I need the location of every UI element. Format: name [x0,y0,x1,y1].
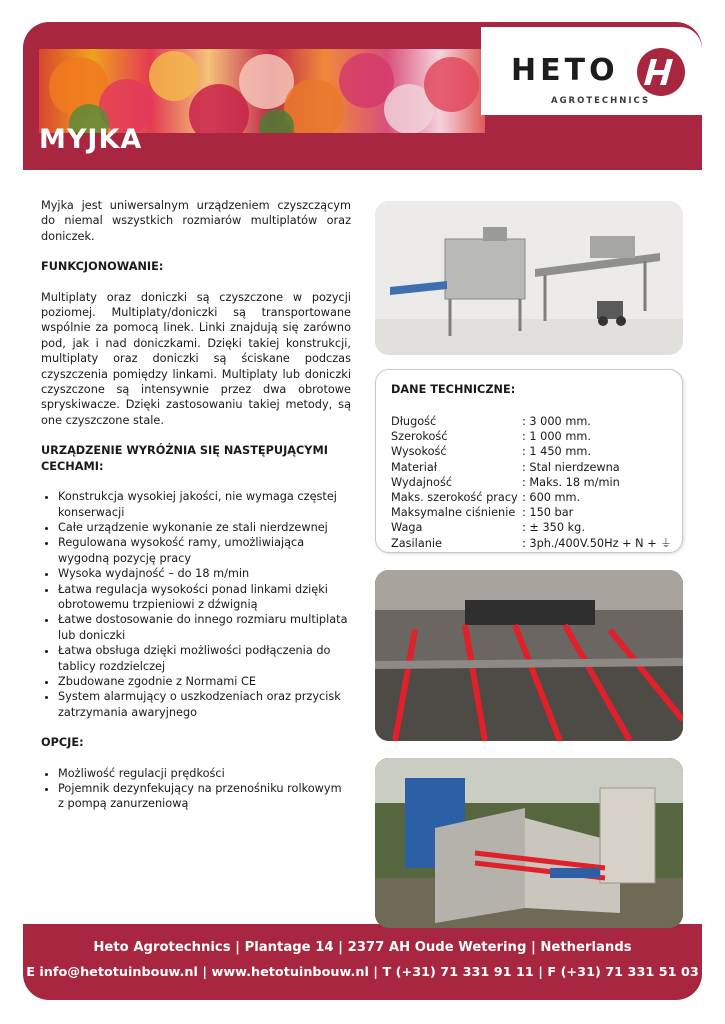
spec-value: : Stal nierdzewna [522,460,620,474]
spec-value: : 1 000 mm. [522,430,591,444]
list-item: • System alarmujący o uszkodzeniach oraz przycisk zatrzymania awaryjnego [58,689,351,720]
list-item: • Wysoka wydajność – do 18 m/min [58,566,351,581]
table-row [391,475,672,490]
spec-label: Zasilanie [391,536,442,550]
table-row [391,505,672,520]
options-list [41,766,351,812]
brand-tagline: AGROTECHNICS [551,96,651,106]
heto-logo-icon [636,47,686,97]
features-heading: URZĄDZENIE WYRÓŻNIA SIĘ NASTĘPUJĄCYMI CECHAMI: [41,444,328,473]
machine-illustration [375,201,683,355]
list-item: • Pojemnik dezynfekujący na przenośniku rolkowym z pompą zanurzeniową [58,781,351,812]
spec-label: Maksymalne ciśnienie [391,506,516,520]
conveyor-illustration [375,570,683,741]
spec-value: : 600 mm. [522,491,581,505]
specs-heading: DANE TECHNICZNE: [391,383,516,396]
list-item: • Zbudowane zgodnie z Normami CE [58,674,351,689]
flowers-banner-image [39,49,485,133]
features-list [41,489,351,720]
technical-data-panel [375,369,683,553]
table-row [391,490,672,505]
spec-value: : 150 bar [522,506,574,520]
logo-area [481,27,702,115]
list-item: • Konstrukcja wysokiej jakości, nie wymaga częstej konserwacji [58,489,351,520]
table-row [391,414,672,429]
footer-address: Heto Agrotechnics | Plantage 14 | 2377 AH Oude Wetering | Netherlands [93,940,632,955]
list-item: • Możliwość regulacji prędkości [58,766,351,781]
page-frame [23,22,702,1000]
table-row [391,520,672,535]
spec-value: : ± 350 kg. [522,521,585,535]
table-row [391,536,672,551]
intro-paragraph: Myjka jest uniwersalnym urządzeniem czyszczącym do niemal wszystkich rozmiarów multiplatów oraz doniczek. [41,199,351,243]
spec-value: : 3 000 mm. [522,415,591,428]
spec-value: : 1 450 mm. [522,445,591,459]
functioning-heading: FUNKCJONOWANIE: [41,260,164,274]
greenhouse-illustration [375,758,683,928]
list-item: • Regulowana wysokość ramy, umożliwiająca wygodną pozycję pracy [58,535,351,566]
machine-overview-photo [375,201,683,355]
specs-table [391,414,672,551]
functioning-paragraph: Multiplaty oraz doniczki są czyszczone w pozycji poziomej. Multiplaty/doniczki są transportowane wspólnie za pomocą linek. Linki znajdują się zarówno pod, jak i nad doniczkami. Dzięki takiej konstrukcji, multiplaty oraz doniczki są ściskane podczas czyszczenia pomiędzy linkami. Multiplaty lub doniczki czyszczone są intensywnie przez dwa obrotowe spryskiwacze. Dzięki zastosowaniu takiej metody, są one czyszczone stale. [41,290,351,427]
list-item: • Całe urządzenie wykonanie ze stali nierdzewnej [58,520,351,535]
spec-value: : Maks. 18 m/min [522,475,620,489]
table-row [391,429,672,444]
greenhouse-machine-photo [375,758,683,928]
spec-value: : 3ph./400V.50Hz + N + ⏚ [522,536,672,550]
spec-label: Długość [391,415,437,428]
spec-label: Wysokość [391,445,447,459]
spec-label: Waga [391,521,423,535]
table-row [391,460,672,475]
list-item: • Łatwa obsługa dzięki możliwości podłączenia do tablicy rozdzielczej [58,643,351,674]
spec-label: Materiał [391,460,437,474]
options-heading: OPCJE: [41,736,84,750]
spec-label: Szerokość [391,430,448,444]
page-title: MYJKA [39,124,143,155]
list-item: • Łatwe dostosowanie do innego rozmiaru multiplata lub doniczki [58,612,351,643]
conveyor-cords-photo [375,570,683,741]
table-row [391,444,672,459]
spec-label: Maks. szerokość pracy [391,491,518,505]
spec-label: Wydajność [391,475,453,489]
brand-name: HETO [511,53,619,88]
description-column [41,198,351,827]
list-item: • Łatwa regulacja wysokości ponad linkami dzięki obrotowemu trzpieniowi z dźwignią [58,582,351,613]
footer-contact: E info@hetotuinbouw.nl | www.hetotuinbouw.nl | T (+31) 71 331 91 11 | F (+31) 71 331 51 03 [26,965,699,980]
content-area [23,170,702,924]
